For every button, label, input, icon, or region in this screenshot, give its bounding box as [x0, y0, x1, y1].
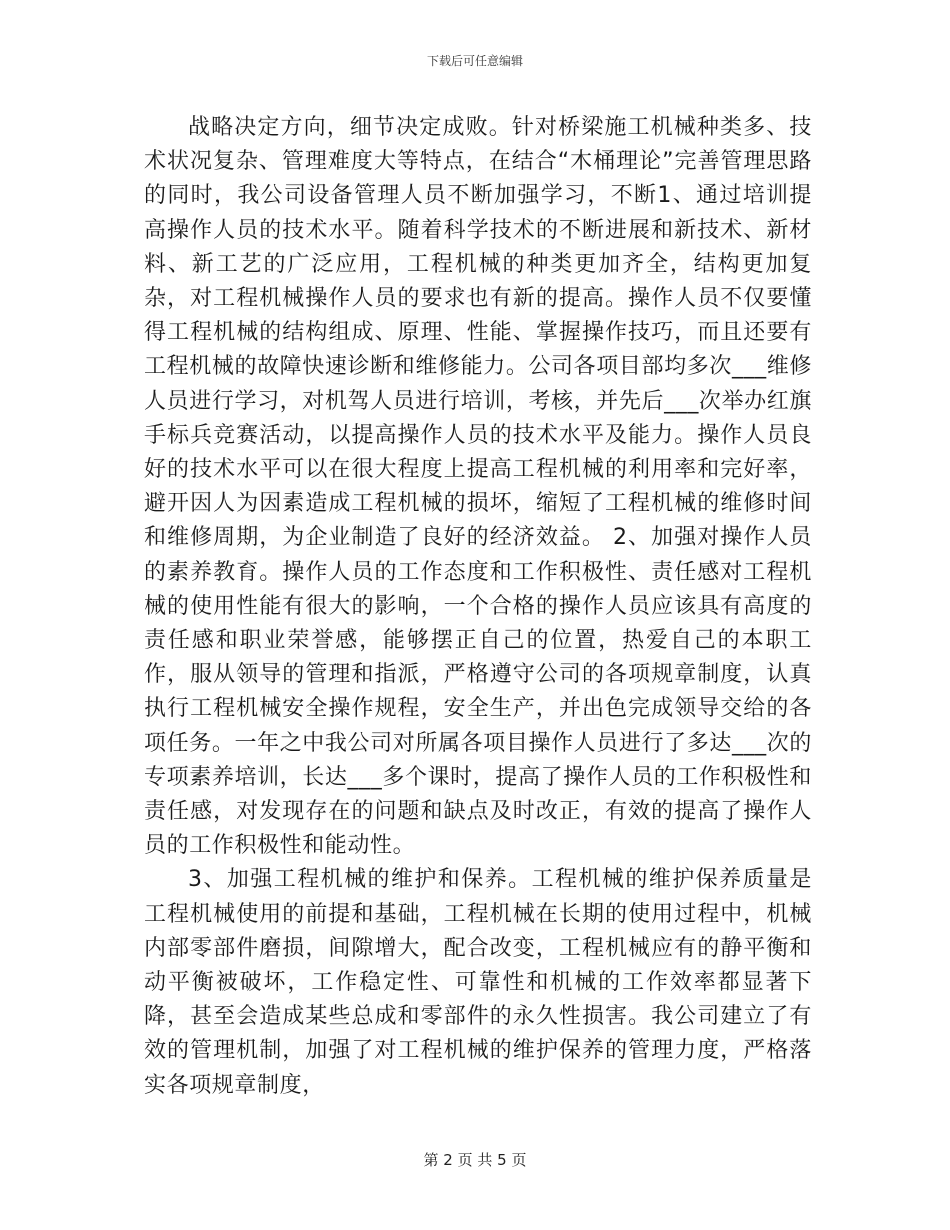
page-number-footer: 第 2 页 共 5 页 — [423, 1151, 527, 1169]
body-paragraph-1: 战略决定方向，细节决定成败。针对桥梁施工机械种类多、技术状况复杂、管理难度大等特点，在结合“木桶理论”完善管理思路的同时，我公司设备管理人员不断加强学习，不断1、通过培训提高操作人员的技术水平。随着科学技术的不断进展和新技术、新材料、新工艺的广泛应用，工程机械的种类更加齐全，结构更加复杂，对工程机械操作人员的要求也有新的提高。操作人员不仅要懂得工程机械的结构组成、原理、性能、掌握操作技巧，而且还要有工程机械的故障快速诊断和维修能力。公司各项目部均多次___维修人员进行学习，对机驾人员进行培训，考核，并先后___次举办红旗手标兵竞赛活动，以提高操作人员的技术水平及能力。操作人员良好的技术水平可以在很大程度上提高工程机械的利用率和完好率，避开因人为因素造成工程机械的损坏，缩短了工程机械的维修时间和维修周期，为企业制造了良好的经济效益。 2、加强对操作人员的素养教育。操作人员的工作态度和工作积极性、责任感对工程机械的使用性能有很大的影响，一个合格的操作人员应该具有高度的责任感和职业荣誉感，能够摆正自己的位置，热爱自己的本职工作，服从领导的管理和指派，严格遵守公司的各项规章制度，认真执行工程机械安全操作规程，安全生产，并出色完成领导交给的各项任务。一年之中我公司对所属各项目操作人员进行了多达___次的专项素养培训，长达___多个课时，提高了操作人员的工作积极性和责任感，对发现存在的问题和缺点及时改正，有效的提高了操作人员的工作积极性和能动性。 — [144, 115, 812, 859]
document-body — [144, 111, 812, 1103]
page-header: 下载后可任意编辑 — [426, 54, 523, 68]
body-paragraph-2: 3、加强工程机械的维护和保养。工程机械的维护保养质量是工程机械使用的前提和基础，工程机械在长期的使用过程中，机械内部零部件磨损，间隙增大，配合改变，工程机械应有的静平衡和动平衡被破坏，工作稳定性、可靠性和机械的工作效率都显著下降，甚至会造成某些总成和零部件的永久性损害。我公司建立了有效的管理机制，加强了对工程机械的维护保养的管理力度，严格落实各项规章制度， — [144, 867, 812, 1098]
